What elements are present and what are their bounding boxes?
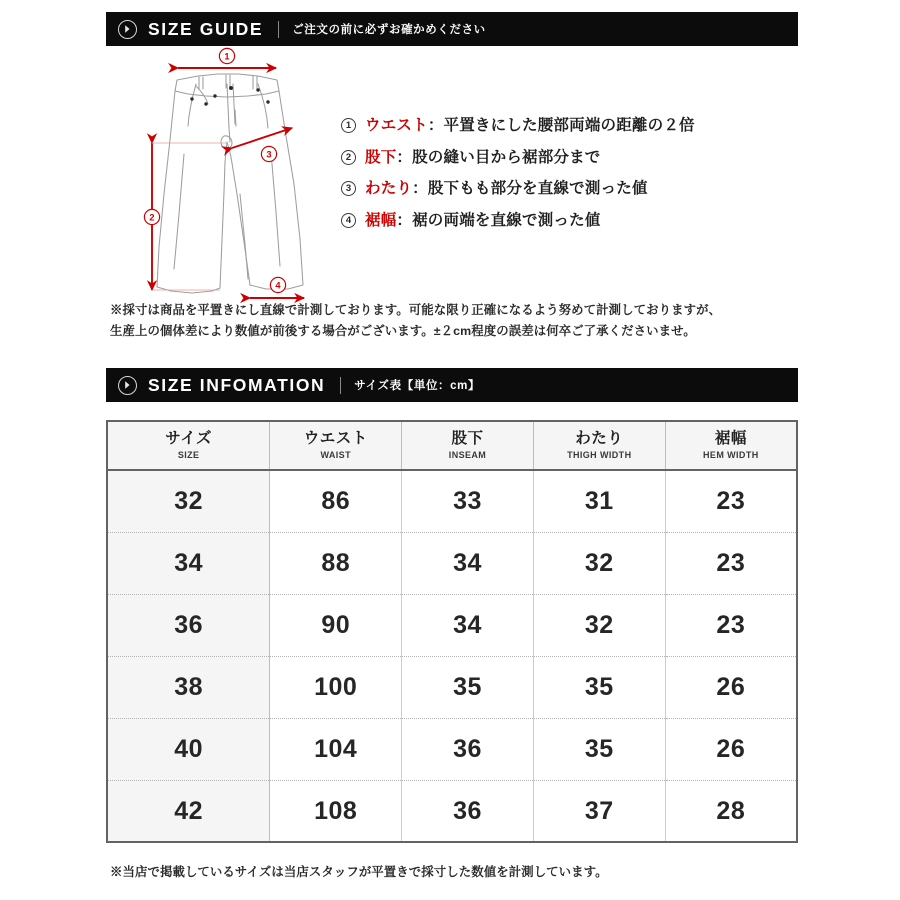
cell-waist: 108 [270, 780, 402, 842]
legend-label: 裾幅 [365, 211, 397, 229]
table-header-row [107, 421, 797, 470]
cell-inseam: 34 [402, 532, 534, 594]
legend-label: 股下 [365, 148, 397, 166]
cell-waist: 90 [270, 594, 402, 656]
table-row [107, 532, 797, 594]
cell-hem: 26 [665, 718, 797, 780]
column-header-waist: ウエスト WAIST [270, 421, 402, 470]
legend-separator: ： [396, 148, 413, 166]
legend-description: 股の縫い目から裾部分まで [412, 148, 601, 166]
legend-item-hem [341, 208, 791, 230]
disclaimer-line-1: ※採寸は商品を平置きにし直線で計測しております。可能な限り正確になるよう努めて計測しておりますが、 [110, 303, 722, 317]
legend-marker-3: 3 [341, 181, 356, 196]
svg-text:1: 1 [224, 51, 230, 62]
legend-item-waist [341, 113, 791, 135]
staff-measurement-note: ※当店で掲載しているサイズは当店スタッフが平置きで採寸した数値を計測しています。 [110, 865, 608, 879]
cell-hem: 28 [665, 780, 797, 842]
column-header-inseam: 股下 INSEAM [402, 421, 534, 470]
cell-hem: 23 [665, 594, 797, 656]
section-header-size-information [106, 368, 798, 402]
cell-thigh: 31 [533, 470, 665, 532]
column-header-size: サイズ SIZE [107, 421, 270, 470]
table-row [107, 470, 797, 532]
pants-measurement-diagram [140, 44, 350, 306]
cell-thigh: 32 [533, 532, 665, 594]
cell-size: 38 [107, 656, 270, 718]
section-subtitle: サイズ表【単位：cm】 [354, 380, 481, 392]
legend-label: ウエスト [365, 117, 428, 134]
legend-description: 裾の両端を直線で測った値 [412, 211, 601, 229]
legend-separator: ： [427, 117, 444, 134]
size-information-table [106, 420, 798, 843]
cell-inseam: 34 [402, 594, 534, 656]
cell-size: 32 [107, 470, 270, 532]
legend-item-inseam [341, 145, 791, 167]
svg-text:4: 4 [275, 280, 281, 291]
cell-inseam: 36 [402, 718, 534, 780]
section-subtitle: ご注文の前に必ずお確かめください [292, 24, 486, 36]
circle-chevron-right-icon [118, 376, 137, 395]
section-header-size-guide [106, 12, 798, 46]
title-divider [340, 377, 341, 394]
legend-separator: ： [412, 180, 428, 197]
column-header-hem-width: 裾幅 HEM WIDTH [665, 421, 797, 470]
cell-inseam: 36 [402, 780, 534, 842]
cell-thigh: 35 [533, 718, 665, 780]
svg-text:2: 2 [149, 212, 155, 223]
cell-size: 36 [107, 594, 270, 656]
table-row [107, 656, 797, 718]
measurement-legend [341, 113, 791, 230]
table-row [107, 594, 797, 656]
cell-waist: 88 [270, 532, 402, 594]
table-row [107, 780, 797, 842]
circle-chevron-right-icon [118, 20, 137, 39]
cell-thigh: 35 [533, 656, 665, 718]
cell-inseam: 33 [402, 470, 534, 532]
cell-hem: 23 [665, 470, 797, 532]
table-row [107, 718, 797, 780]
measurement-disclaimer [110, 300, 800, 343]
legend-marker-2: 2 [341, 150, 356, 165]
title-divider [278, 21, 279, 38]
cell-inseam: 35 [402, 656, 534, 718]
cell-size: 42 [107, 780, 270, 842]
section-title: SIZE GUIDE [148, 18, 264, 39]
legend-marker-4: 4 [341, 213, 356, 228]
cell-thigh: 32 [533, 594, 665, 656]
cell-hem: 26 [665, 656, 797, 718]
section-title: SIZE INFOMATION [148, 374, 326, 395]
legend-description: 平置きにした腰部両端の距離の２倍 [443, 117, 695, 134]
disclaimer-line-2: 生産上の個体差により数値が前後する場合がございます。±２cm程度の誤差は何卒ご了承くださいませ。 [110, 324, 696, 339]
cell-waist: 100 [270, 656, 402, 718]
legend-description: 股下もも部分を直線で測った値 [427, 180, 648, 197]
cell-waist: 86 [270, 470, 402, 532]
cell-hem: 23 [665, 532, 797, 594]
cell-waist: 104 [270, 718, 402, 780]
svg-text:3: 3 [266, 149, 272, 160]
cell-size: 34 [107, 532, 270, 594]
column-header-thigh-width: わたり THIGH WIDTH [533, 421, 665, 470]
legend-separator: ： [396, 211, 413, 229]
legend-item-thigh [341, 176, 791, 198]
cell-thigh: 37 [533, 780, 665, 842]
cell-size: 40 [107, 718, 270, 780]
legend-label: わたり [365, 180, 413, 197]
legend-marker-1: 1 [341, 118, 356, 133]
